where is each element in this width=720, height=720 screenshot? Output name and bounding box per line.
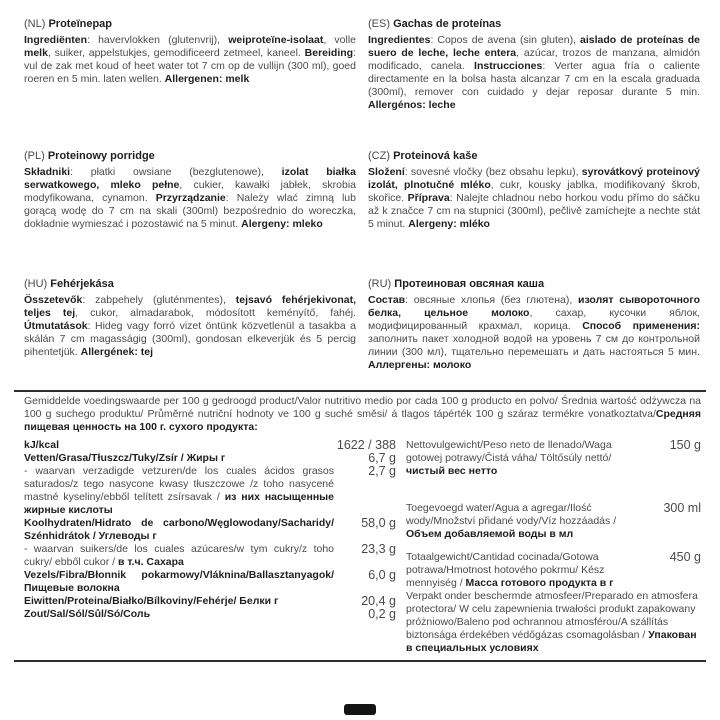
nutrition-row-protein — [24, 595, 396, 608]
info-row-label: Toegevoegd water/Agua a agregar/Ilość wody/Množství přidané vody/Víz hozzáadás / Объем добавляемой воды в мл — [406, 502, 617, 540]
info-row-label: Totaalgewicht/Cantidad cocinada/Gotowa potrawa/Hmotnost hotového pokrmu/ Kész mennyiség / Масса готового продукта в г — [406, 551, 614, 589]
nutrition-row-saturated-fat — [24, 465, 396, 517]
nutrition-table-left — [24, 439, 396, 655]
nutrition-row-fat — [24, 452, 396, 465]
nutrition-row-label: kJ/kcal — [24, 439, 60, 451]
lang-section-ru — [368, 278, 700, 372]
lang-section-pl — [24, 150, 356, 278]
info-row-packaging-atmosphere — [406, 590, 701, 655]
product-name: Proteinová kaše — [393, 150, 478, 162]
language-code: (PL) — [24, 150, 45, 162]
nutrition-table-right — [406, 439, 701, 655]
section-heading — [24, 278, 356, 291]
nutrition-row-energy — [24, 439, 396, 452]
section-heading — [24, 150, 356, 163]
language-code: (ES) — [368, 18, 390, 30]
nutrition-tables — [24, 439, 701, 655]
language-code: (NL) — [24, 18, 46, 30]
section-heading — [24, 18, 356, 31]
info-row-added-water — [406, 502, 701, 541]
section-text: Ingredientes: Copos de avena (sin gluten), aislado de proteínas de suero de leche, leche entera, azúcar, trozos de manzana, almidón modificado, canela. Instrucciones: Verter agua fría o caliente directamente en la bolsa hasta alcanzar 7 cm en la escala graduada (300ml), remover con cuidado y dejar reposar durante 5 min. Allergénos: leche — [368, 34, 701, 111]
nutrition-row-value: 2,7 g — [368, 464, 396, 478]
language-code: (RU) — [368, 278, 392, 290]
nutrition-divider-top — [14, 390, 706, 392]
info-row-label: Nettovulgewicht/Peso neto de llenado/Waga gotowej potrawy/Čistá váha/ Töltősúly nettó/ чистый вес нетто — [406, 439, 612, 477]
nutrition-row-label: - waarvan verzadigde vetzuren/de los cuales ácidos grasos saturados/z tego nasycone kwasy tłuszczowe /z toho nasycené mastné kyseliny/ebből telített zsírsavak / из них насыщенные жирные кислоты — [24, 465, 334, 516]
section-text: Összetevők: zabpehely (gluténmentes), tejsavó fehérjekivonat, teljes tej, cukor, almadarabok, módosított keményítő, fahéj. Útmutatások: Hideg vagy forró vizet öntünk közvetlenül a tasakba a skálán 7 cm magasságig (300ml), gondosan elkeverjük és 5 percig pihentetjük. Allergének: tej — [24, 294, 356, 358]
nutrition-table-header: Gemiddelde voedingswaarde per 100 g gedroogd product/Valor nutritivo medio por cada 100 g producto en polvo/ Średnia wartość odżywcza na 100 g suchego produktu/ Průměrné nutriční hodnoty ve 100 g suché směsi/ á tlagos tápérték 100 g száraz termékre vonatkoztatva/Средняя пищевая ценность на 100 г. сухого продукта: — [24, 395, 701, 433]
section-text: Ingrediënten: havervlokken (glutenvrij), weiproteïne-isolaat, volle melk, suiker, appelstukjes, gemodificeerd zetmeel, kaneel. Bereiding: vul de zak met koud of heet water tot 7 cm op de vullijn (300 ml), goed roeren en 5 min. laten wellen. Allergenen: melk — [24, 34, 356, 85]
nav-gesture-bar[interactable] — [344, 704, 376, 715]
product-name: Gachas de proteínas — [393, 18, 502, 30]
nutrition-row-label: Zout/Sal/Sól/Sůl/Só/Соль — [24, 608, 151, 620]
nutrition-row-label: Eiwitten/Proteina/Białko/Bílkoviny/Fehérje/ Белки г — [24, 595, 279, 607]
info-row-value: 150 g — [669, 438, 701, 452]
nutrition-row-salt — [24, 608, 396, 621]
info-row-total-weight — [406, 551, 701, 590]
lang-section-es — [368, 18, 700, 150]
nutrition-row-fibre — [24, 569, 396, 595]
info-row-value: 450 g — [669, 550, 701, 564]
section-text: Složení: sovesné vločky (bez obsahu lepku), syrovátkový proteinový izolát, plnotučné mléko, cukr, kousky jablka, modifikovaný škrob, skořice. Příprava: Nalejte chladnou nebo horkou vodu přímo do sáčku až k značce 7 cm na stupnici (300ml), pečlivě zamíchejte a nechte stát 5 minut. Alergeny: mléko — [368, 166, 700, 230]
language-code: (CZ) — [368, 150, 390, 162]
product-name: Proteïnepap — [48, 18, 113, 30]
info-row-label: Verpakt onder beschermde atmosfeer/Preparado en atmosfera protectora/ W celu zapewnienia trwałości produkt zapakowany próżniowo/Baleno pod ochrannou atmosférou/A szállítás biztonsága érdekében védőgázas csomagolásban / Упакован в специальных условиях — [406, 590, 698, 654]
nutrition-row-label: - waarvan suikers/de los cuales azúcares/w tym cukry/z toho cukry/ ebből cukor / в т.ч. Сахара — [24, 543, 334, 568]
product-name: Протеиновая овсяная каша — [394, 278, 545, 290]
info-row-net-weight — [406, 439, 701, 478]
nutrition-row-sugars — [24, 543, 396, 569]
nutrition-row-value: 58,0 g — [361, 516, 396, 530]
product-name: Fehérjekása — [50, 278, 114, 290]
nutrition-divider-bottom — [14, 660, 706, 662]
nutrition-row-value: 0,2 g — [368, 607, 396, 621]
nutrition-row-value: 23,3 g — [361, 542, 396, 556]
section-heading — [368, 18, 700, 31]
section-heading — [368, 278, 700, 291]
nutrition-row-carbohydrates — [24, 517, 396, 543]
section-heading — [368, 150, 700, 163]
info-row-value: 300 ml — [663, 501, 701, 515]
nutrition-row-value: 1622 / 388 — [336, 438, 396, 452]
lang-section-nl — [24, 18, 356, 150]
section-text: Składniki: płatki owsiane (bezglutenowe), izolat białka serwatkowego, mleko pełne, cukier, kawałki jabłek, skrobia modyfikowana, cynamon. Przyrządzanie: Należy wlać zimną lub gorącą wodę do 7 cm na skali (300ml) bezpośrednio do woreczka, dokładnie wymieszać i pozostawić na 5 minut. Alergeny: mleko — [24, 166, 356, 230]
nutrition-row-value: 6,7 g — [368, 451, 396, 465]
section-text: Состав: овсяные хлопья (без глютена), изолят сывороточного белка, цельное молоко, сахар, кусочки яблок, модифицированный крахмал, корица. Способ применения: заполнить пакет холодной водой на уровень 7 см до контрольной линии (300 мл), тщательно перемешать и дать настояться 5 мин. Аллергены: молоко — [368, 294, 701, 371]
lang-section-hu — [24, 278, 356, 372]
lang-section-cz — [368, 150, 700, 278]
nutrition-row-value: 6,0 g — [368, 568, 396, 582]
nutrition-row-value: 20,4 g — [361, 594, 396, 608]
product-name: Proteinowy porridge — [47, 150, 155, 162]
language-code: (HU) — [24, 278, 48, 290]
nutrition-row-label: Vetten/Grasa/Tłuszcz/Tuky/Zsír / Жиры г — [24, 452, 226, 464]
nutrition-row-label: Vezels/Fibra/Błonnik pokarmowy/Vláknina/Ballasztanyagok/ Пищевые волокна — [24, 569, 334, 594]
nutrition-row-label: Koolhydraten/Hidrato de carbono/Węglowodany/Sacharidy/ Szénhidrátok / Углеводы г — [24, 517, 334, 542]
